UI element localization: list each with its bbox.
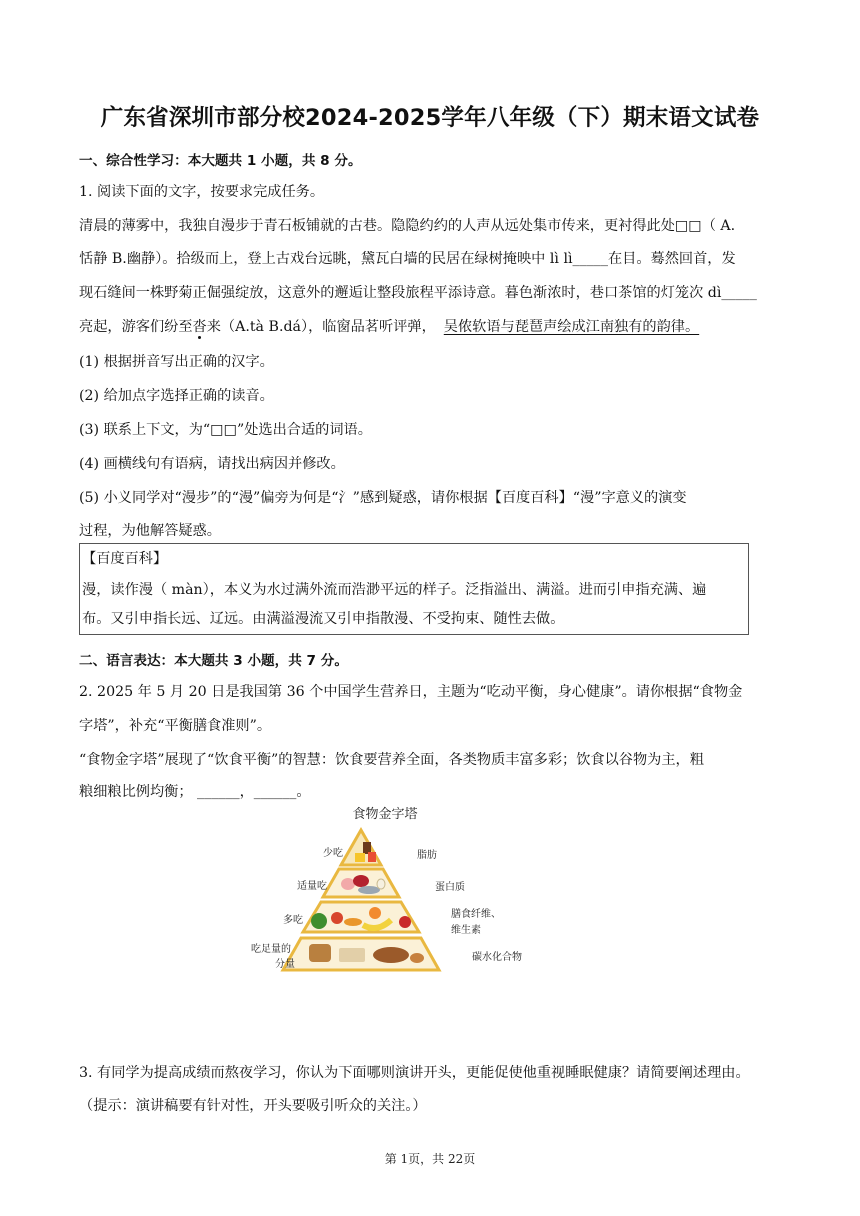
q1-sub-2: (2) 给加点字选择正确的读音。 <box>79 388 274 404</box>
bread-loaf-icon <box>309 944 331 962</box>
q2-line-1: 2. 2025 年 5 月 20 日是我国第 36 个中国学生营养日，主题为“吃动平衡，身心健康”。请你根据“食物金 <box>79 684 743 700</box>
passage-text: 亮起，游客们纷至 <box>79 319 193 335</box>
q2-line-2: 字塔”，补充“平衡膳食准则”。 <box>79 718 272 734</box>
dotted-character: 沓 <box>192 319 207 335</box>
food-pyramid-figure <box>245 802 545 982</box>
section-heading-1: 一、综合性学习：本大题共 1 小题，共 8 分。 <box>79 153 362 169</box>
bun-icon <box>410 953 424 963</box>
pyramid-label-fiber: 膳食纤维、 <box>451 909 501 920</box>
tomato-icon <box>399 916 411 928</box>
cheese-icon <box>355 853 365 862</box>
underlined-sentence: 吴侬软语与琵琶声绘成江南独有的韵律。 <box>443 319 700 335</box>
pyramid-label-protein: 蛋白质 <box>435 882 465 893</box>
fish-icon <box>358 886 380 894</box>
reference-box-line-2: 布。又引申指长远、辽远。由满溢漫流又引申指散漫、不受拘束、随性去做。 <box>82 611 565 627</box>
pyramid-label-carbs: 碳水化合物 <box>472 952 522 963</box>
pyramid-label-eat-more: 多吃 <box>283 915 303 926</box>
q3-line-1: 3. 有同学为提高成绩而熬夜学习，你认为下面哪则演讲开头，更能促使他重视睡眠健康？请简要阐述理由。 <box>79 1065 750 1081</box>
pyramid-label-fats: 脂肪 <box>417 850 437 861</box>
section-heading-2: 二、语言表达：本大题共 3 小题，共 7 分。 <box>79 653 348 669</box>
passage-text: 来（A.tà B.dá），临窗品茗听评弹， <box>206 319 436 335</box>
pyramid-label-enough: 吃足量的 <box>251 944 291 955</box>
q3-line-2: （提示：演讲稿要有针对性，开头要吸引听众的关注。） <box>79 1098 427 1114</box>
reference-box <box>79 543 749 635</box>
apple-icon <box>331 912 343 924</box>
q1-passage-line-3: 现石缝间一株野菊正倔强绽放，这意外的邂逅让整段旅程平添诗意。暮色渐浓时，巷口茶馆的灯笼次 dì_____ <box>79 285 757 301</box>
broccoli-icon <box>311 913 327 929</box>
orange-icon <box>369 907 381 919</box>
q2-line-3: “食物金字塔”展现了“饮食平衡”的智慧：饮食要营养全面，各类物质丰富多彩；饮食以谷物为主，粗 <box>79 752 704 768</box>
pyramid-label-moderate: 适量吃 <box>297 881 327 892</box>
reference-box-heading: 【百度百科】 <box>82 551 168 567</box>
q1-passage-line-2: 恬静 B.幽静）。拾级而上，登上古戏台远眺，黛瓦白墙的民居在绿树掩映中 lì lì_____在目。蓦然回首，发 <box>79 251 736 267</box>
egg-icon <box>377 879 385 889</box>
candy-icon <box>368 852 376 862</box>
pyramid-title: 食物金字塔 <box>352 807 418 822</box>
q1-stem: 1. 阅读下面的文字，按要求完成任务。 <box>79 184 325 200</box>
q1-sub-4: (4) 画横线句有语病，请找出病因并修改。 <box>79 456 345 472</box>
toast-icon <box>339 948 365 962</box>
q1-passage-line-4 <box>79 316 699 336</box>
page-footer: 第 1页，共 22页 <box>384 1152 476 1166</box>
reference-box-line-1: 漫，读作漫（ màn），本义为水过满外流而浩渺平远的样子。泛指溢出、满溢。进而引申指充满、遍 <box>82 582 707 598</box>
carrot-icon <box>344 918 362 926</box>
ham-icon <box>341 878 355 890</box>
pyramid-label-eat-less: 少吃 <box>323 848 343 859</box>
q2-line-4: 粮细粮比例均衡； ______，______。 <box>79 784 311 800</box>
q1-sub-5-line-1: (5) 小义同学对“漫步”的“漫”偏旁为何是“氵”感到疑惑，请你根据【百度百科】“漫”字意义的演变 <box>79 490 687 506</box>
q1-sub-3: (3) 联系上下文，为“□□”处选出合适的词语。 <box>79 422 372 438</box>
q1-sub-1: (1) 根据拼音写出正确的汉字。 <box>79 354 274 370</box>
page-title: 广东省深圳市部分校2024-2025学年八年级（下）期末语文试卷 <box>100 105 760 131</box>
q1-sub-5-line-2: 过程，为他解答疑惑。 <box>79 523 221 539</box>
pyramid-label-portion: 分量 <box>275 959 295 970</box>
q1-passage-line-1: 清晨的薄雾中，我独自漫步于青石板铺就的古巷。隐隐约约的人声从远处集市传来，更衬得此处□□（ A. <box>79 218 736 234</box>
baguette-icon <box>373 947 409 963</box>
pyramid-label-vitamins: 维生素 <box>451 925 481 936</box>
meat-icon <box>353 875 369 887</box>
